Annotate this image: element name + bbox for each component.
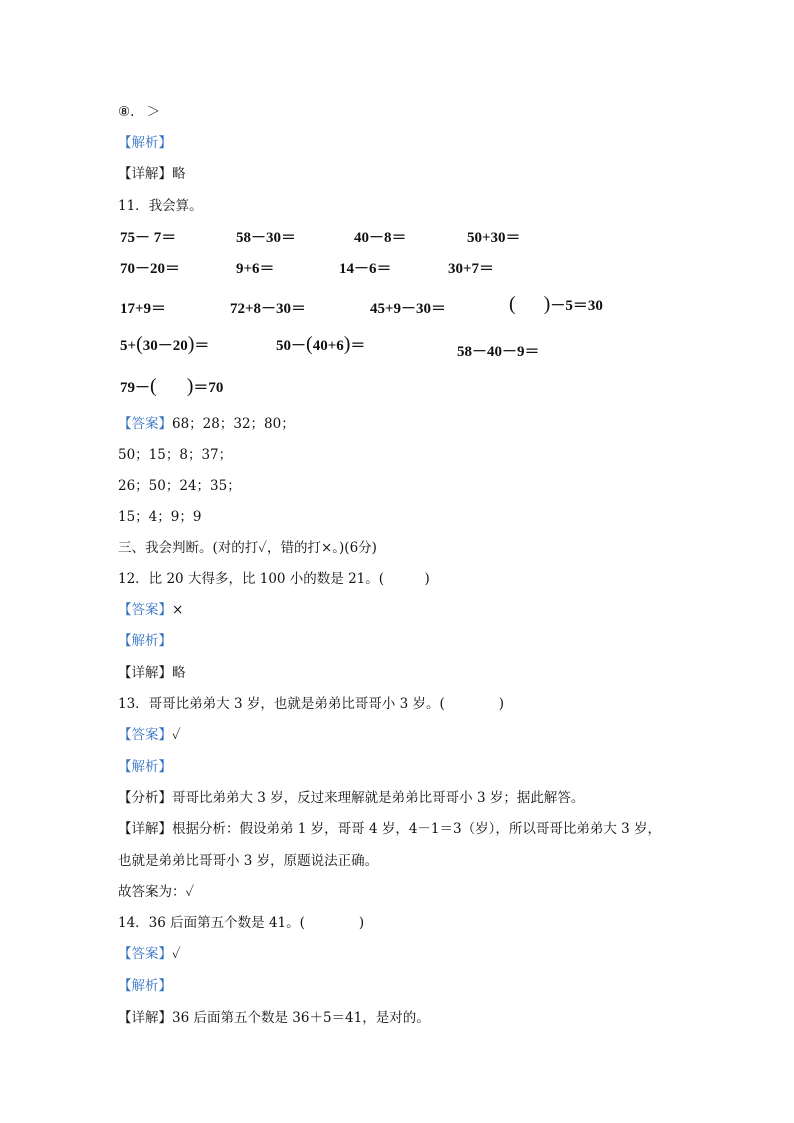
detail-text: 略 [172, 166, 186, 182]
answer-line [118, 601, 183, 619]
question-12-stem: 12．比 20 大得多，比 100 小的数是 21。( ) [118, 571, 430, 587]
paren-close: ) [186, 375, 194, 397]
detail-text: 36 后面第五个数是 36＋5＝41，是对的。 [172, 1010, 430, 1026]
analyze-line [118, 789, 584, 807]
answer-line [118, 415, 295, 433]
answer-line [118, 726, 181, 744]
answer-text: ✓ [172, 727, 181, 743]
calc-item: 30+7＝ [448, 261, 495, 277]
calc-post: ＝70 [193, 380, 224, 396]
calc-pre: 79－ [120, 380, 151, 396]
answer-text: ✓ [172, 946, 181, 962]
calc-item: 72+8－30＝ [230, 301, 307, 317]
paren-close: ) [343, 333, 351, 355]
answer-tag: 【答案】 [118, 727, 172, 743]
calc-item: 50+30＝ [467, 230, 521, 246]
calc-item: 70－20＝ [120, 261, 181, 277]
calc-item-blank [509, 294, 603, 316]
detail-text: 略 [172, 665, 186, 681]
paren-close: ) [187, 333, 195, 355]
calc-item-blank [120, 376, 223, 398]
detail-line [118, 664, 186, 682]
analyze-tag: 【分析】 [118, 790, 172, 806]
calc-item [120, 334, 209, 356]
calc-post: ＝ [350, 338, 366, 354]
calc-item: 45+9－30＝ [370, 301, 447, 317]
calc-item [276, 334, 365, 356]
calc-rest: －5＝30 [550, 298, 603, 314]
analysis-tag: 【解析】 [118, 633, 172, 649]
paren-open: ( [150, 375, 157, 397]
answer-text: 68；28；32；80； [172, 416, 295, 432]
detail-tag: 【详解】 [118, 665, 172, 681]
answer-value: ＞ [146, 104, 161, 120]
question-13-stem: 13．哥哥比弟弟大 3 岁，也就是弟弟比哥哥小 3 岁。( ) [118, 696, 505, 712]
detail-line [118, 165, 186, 183]
item-marker: ⑧. [118, 104, 135, 120]
calc-item: 40－8＝ [354, 230, 407, 246]
answer-line [118, 945, 181, 963]
section-title: 三、我会判断。(对的打✓，错的打×。)(6分) [118, 540, 377, 556]
conclusion-line: 故答案为：✓ [118, 884, 195, 900]
calc-item: 17+9＝ [120, 301, 167, 317]
paren-open: ( [306, 333, 313, 355]
calc-post: ＝ [194, 338, 210, 354]
calc-item: 58－40－9＝ [457, 344, 540, 360]
calc-item: 58－30＝ [236, 230, 297, 246]
calc-item: 14－6＝ [339, 261, 392, 277]
answer-tag: 【答案】 [118, 946, 172, 962]
detail-line [118, 820, 661, 838]
answer-line: 15；4；9；9 [118, 509, 202, 525]
analysis-tag: 【解析】 [118, 135, 172, 151]
paren-open: ( [509, 293, 516, 315]
answer-line: 50；15；8；37； [118, 447, 233, 463]
question-11-title: 11．我会算。 [118, 198, 203, 214]
calc-pre: 50－ [276, 338, 307, 354]
question-14-stem: 14．36 后面第五个数是 41。( ) [118, 915, 365, 931]
calc-mid: 40+6 [312, 338, 344, 354]
calc-item: 9+6＝ [236, 261, 275, 277]
detail-line [118, 1009, 430, 1027]
calc-pre: 5+ [120, 338, 137, 354]
analysis-tag: 【解析】 [118, 759, 172, 775]
detail-text: 根据分析：假设弟弟 1 岁，哥哥 4 岁，4－1＝3（岁），所以哥哥比弟弟大 3 岁， [172, 821, 662, 837]
detail-line-continued: 也就是弟弟比哥哥小 3 岁，原题说法正确。 [118, 853, 379, 869]
analysis-tag: 【解析】 [118, 978, 172, 994]
detail-tag: 【详解】 [118, 166, 172, 182]
answer-tag: 【答案】 [118, 416, 172, 432]
detail-tag: 【详解】 [118, 1010, 172, 1026]
analyze-text: 哥哥比弟弟大 3 岁，反过来理解就是弟弟比哥哥小 3 岁；据此解答。 [172, 790, 585, 806]
detail-tag: 【详解】 [118, 821, 172, 837]
calc-item: 75－ 7＝ [120, 230, 177, 246]
calc-mid: 30－20 [142, 338, 188, 354]
paren-open: ( [136, 333, 143, 355]
answer-text: × [172, 602, 184, 618]
answer-line: 26；50；24；35； [118, 478, 241, 494]
answer-tag: 【答案】 [118, 602, 172, 618]
paren-close: ) [543, 293, 551, 315]
answer-line [118, 103, 160, 121]
